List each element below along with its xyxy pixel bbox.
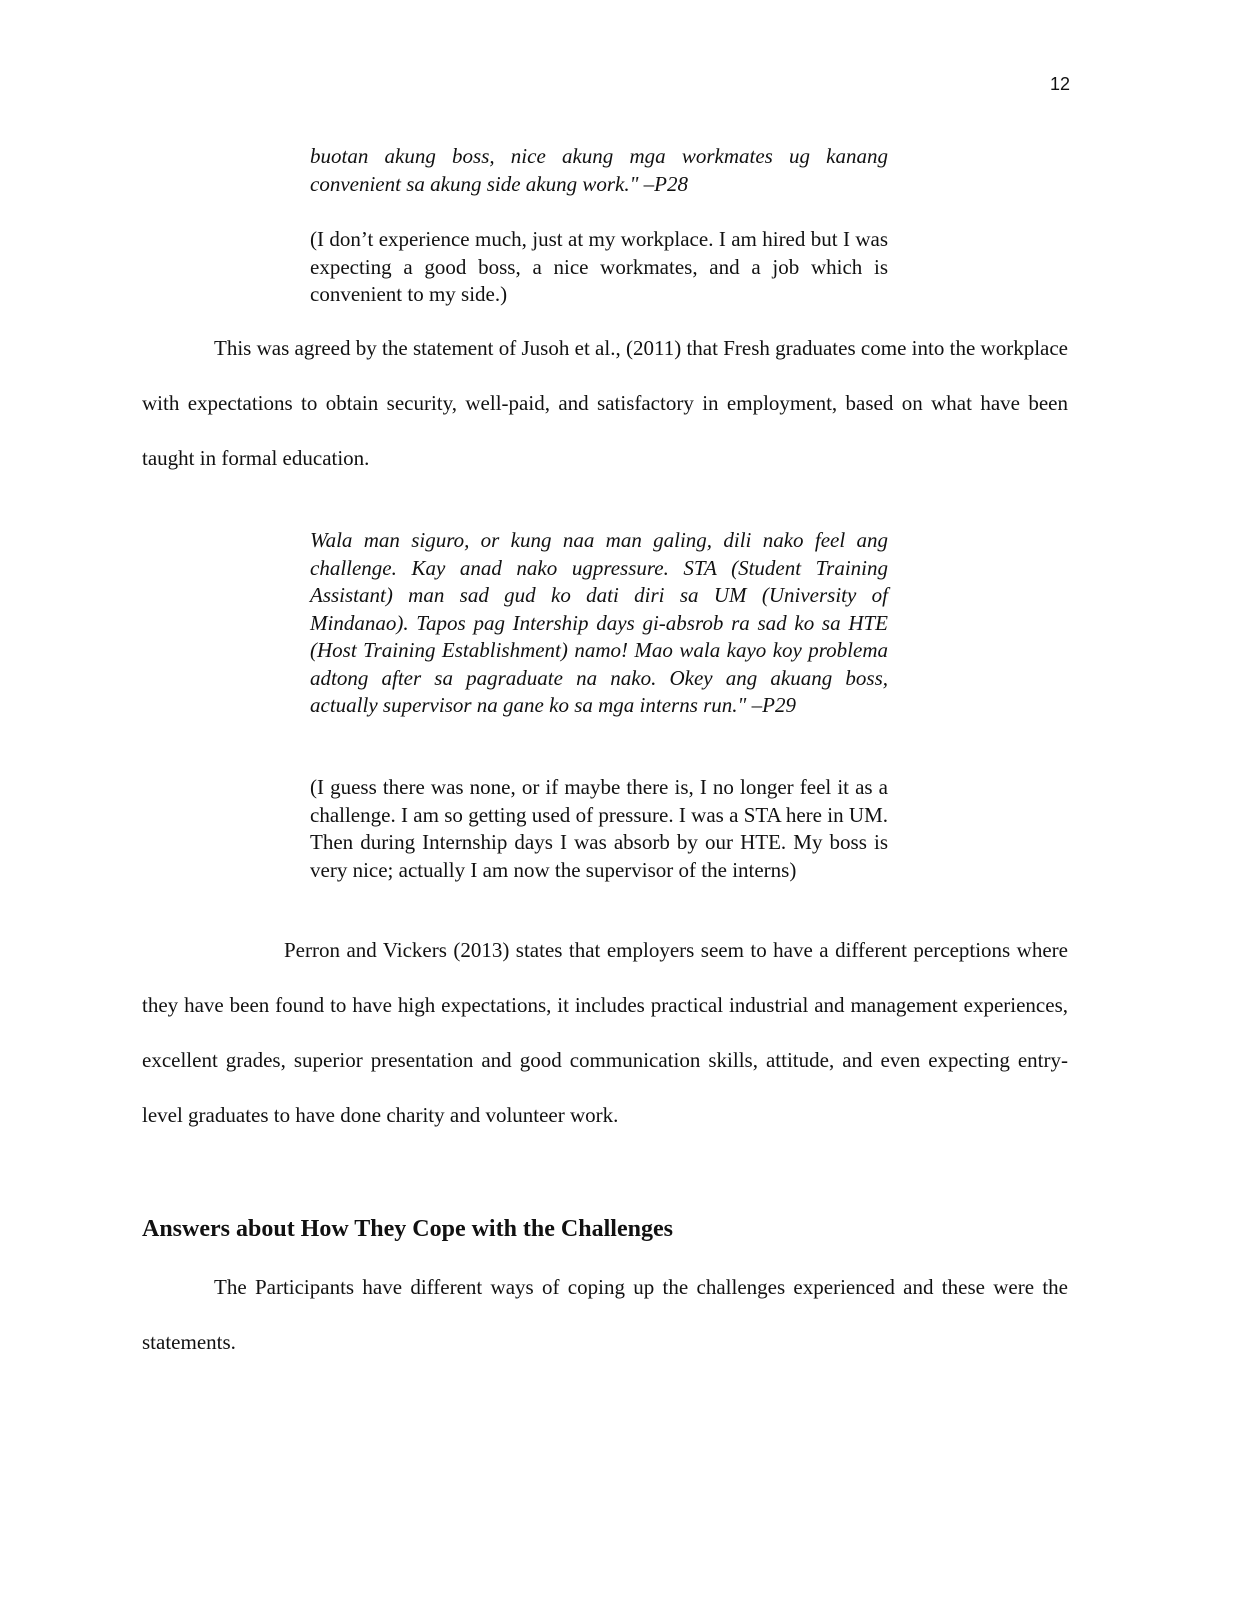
paragraph-jusoh: This was agreed by the statement of Jusoh et al., (2011) that Fresh graduates come into the workplace with expectations to obtain security, well-paid, and satisfactory in employment, based on what have been taught in formal education. <box>142 336 1068 470</box>
translation-p29: (I guess there was none, or if maybe there is, I no longer feel it as a challenge. I am so getting used of pressure. I was a STA here in UM. Then during Internship days I was absorb by our HTE. My boss is very nice; actually I am now the supervisor of the interns) <box>310 775 888 882</box>
section-heading: Answers about How They Cope with the Challenges <box>142 1216 673 1242</box>
paragraph-perron: Perron and Vickers (2013) states that employers seem to have a different perceptions where they have been found to have high expectations, it includes practical industrial and management experiences, excellent grades, superior presentation and good communication skills, attitude, and even expecting entry-level graduates to have done charity and volunteer work. <box>142 938 1068 1127</box>
quote-p29: Wala man siguro, or kung naa man galing, dili nako feel ang challenge. Kay anad nako ugpressure. STA (Student Training Assistant) man sad gud ko dati diri sa UM (University of Mindanao). Tapos pag Intership days gi-absrob ra sad ko sa HTE (Host Training Establishment) namo! Mao wala kayo koy problema adtong after sa pagraduate na nako. Okey ang akuang boss, actually supervisor na gane ko sa mga interns run." –P29 <box>310 528 888 717</box>
paragraph-participants: The Participants have different ways of coping up the challenges experienced and these were the statements. <box>142 1275 1068 1354</box>
translation-p28: (I don’t experience much, just at my workplace. I am hired but I was expecting a good boss, a nice workmates, and a job which is convenient to my side.) <box>310 227 888 306</box>
page-number: 12 <box>1049 74 1070 94</box>
quote-p28-ending: buotan akung boss, nice akung mga workmates ug kanang convenient sa akung side akung work." –P28 <box>310 144 888 196</box>
